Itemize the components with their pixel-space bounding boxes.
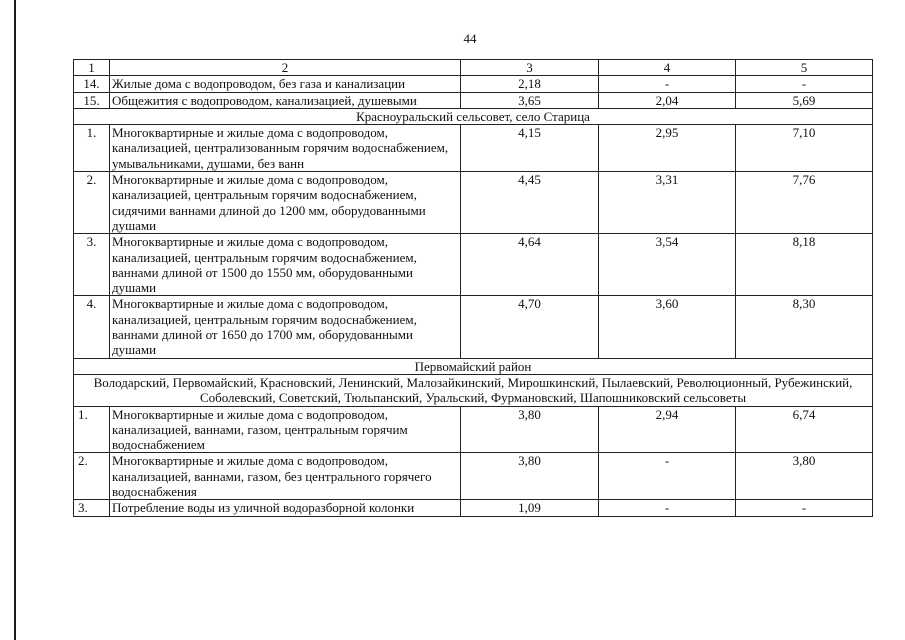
row-value-col3: 3,80 <box>461 406 599 453</box>
row-value-col3: 4,64 <box>461 234 599 296</box>
row-number: 2. <box>74 453 110 500</box>
row-description: Жилые дома с водопроводом, без газа и канализации <box>110 76 461 92</box>
row-number: 3. <box>74 500 110 516</box>
table-row <box>74 500 873 516</box>
header-col-2: 2 <box>110 60 461 76</box>
page-edge-line <box>14 0 16 640</box>
row-value-col4: 3,31 <box>599 172 736 234</box>
row-value-col4: 2,94 <box>599 406 736 453</box>
row-value-col3: 4,15 <box>461 125 599 172</box>
row-description: Многоквартирные и жилые дома с водопроводом, канализацией, центральным горячим водоснабжением, ваннами длиной от 1650 до 1700 мм, оборудованными душами <box>110 296 461 358</box>
table-row <box>74 172 873 234</box>
row-description: Потребление воды из уличной водоразборной колонки <box>110 500 461 516</box>
header-col-5: 5 <box>736 60 873 76</box>
row-value-col5: - <box>736 500 873 516</box>
row-value-col4: 3,54 <box>599 234 736 296</box>
row-value-col3: 2,18 <box>461 76 599 92</box>
row-value-col3: 4,45 <box>461 172 599 234</box>
row-value-col5: - <box>736 76 873 92</box>
section-row <box>74 374 873 406</box>
row-value-col5: 7,76 <box>736 172 873 234</box>
row-value-col3: 3,65 <box>461 92 599 108</box>
consumption-norms-table <box>73 59 873 517</box>
row-value-col3: 3,80 <box>461 453 599 500</box>
row-value-col3: 1,09 <box>461 500 599 516</box>
row-number: 1. <box>74 125 110 172</box>
row-value-col3: 4,70 <box>461 296 599 358</box>
row-value-col5: 8,30 <box>736 296 873 358</box>
table-row <box>74 296 873 358</box>
row-description: Многоквартирные и жилые дома с водопроводом, канализацией, ваннами, газом, центральным горячим водоснабжением <box>110 406 461 453</box>
table-row <box>74 234 873 296</box>
table-row <box>74 406 873 453</box>
row-description: Многоквартирные и жилые дома с водопроводом, канализацией, централизованным горячим водоснабжением, умывальниками, душами, без ванн <box>110 125 461 172</box>
row-value-col4: 2,95 <box>599 125 736 172</box>
row-value-col5: 7,10 <box>736 125 873 172</box>
row-number: 3. <box>74 234 110 296</box>
row-value-col5: 8,18 <box>736 234 873 296</box>
row-value-col4: - <box>599 453 736 500</box>
row-value-col5: 5,69 <box>736 92 873 108</box>
row-value-col5: 3,80 <box>736 453 873 500</box>
header-col-3: 3 <box>461 60 599 76</box>
row-value-col4: - <box>599 500 736 516</box>
row-description: Многоквартирные и жилые дома с водопроводом, канализацией, ваннами, газом, без центрального горячего водоснабжения <box>110 453 461 500</box>
row-number: 2. <box>74 172 110 234</box>
row-number: 14. <box>74 76 110 92</box>
table-row <box>74 76 873 92</box>
page-number: 44 <box>463 31 477 46</box>
row-description: Общежития с водопроводом, канализацией, душевыми <box>110 92 461 108</box>
row-value-col4: 2,04 <box>599 92 736 108</box>
table-row <box>74 453 873 500</box>
row-value-col4: - <box>599 76 736 92</box>
section-row <box>74 108 873 124</box>
header-col-4: 4 <box>599 60 736 76</box>
section-title-councils: Володарский, Первомайский, Красновский, Ленинский, Малозайкинский, Мирошкинский, Пылаевский, Революционный, Рубежинский, Соболевский, Советский, Тюльпанский, Уральский, Фурмановский, Шапошниковский сельсоветы <box>74 374 873 406</box>
section-title-staritsa: Красноуральский сельсовет, село Старица <box>74 108 873 124</box>
section-row <box>74 358 873 374</box>
row-number: 15. <box>74 92 110 108</box>
header-col-1: 1 <box>74 60 110 76</box>
row-number: 1. <box>74 406 110 453</box>
table-row <box>74 92 873 108</box>
row-value-col4: 3,60 <box>599 296 736 358</box>
table-header-row <box>74 60 873 76</box>
table-row <box>74 125 873 172</box>
row-description: Многоквартирные и жилые дома с водопроводом, канализацией, центральным горячим водоснабжением, сидячими ваннами длиной до 1200 мм, оборудованными душами <box>110 172 461 234</box>
section-title-district: Первомайский район <box>74 358 873 374</box>
row-value-col5: 6,74 <box>736 406 873 453</box>
row-number: 4. <box>74 296 110 358</box>
row-description: Многоквартирные и жилые дома с водопроводом, канализацией, центральным горячим водоснабжением, ваннами длиной от 1500 до 1550 мм, оборудованными душами <box>110 234 461 296</box>
